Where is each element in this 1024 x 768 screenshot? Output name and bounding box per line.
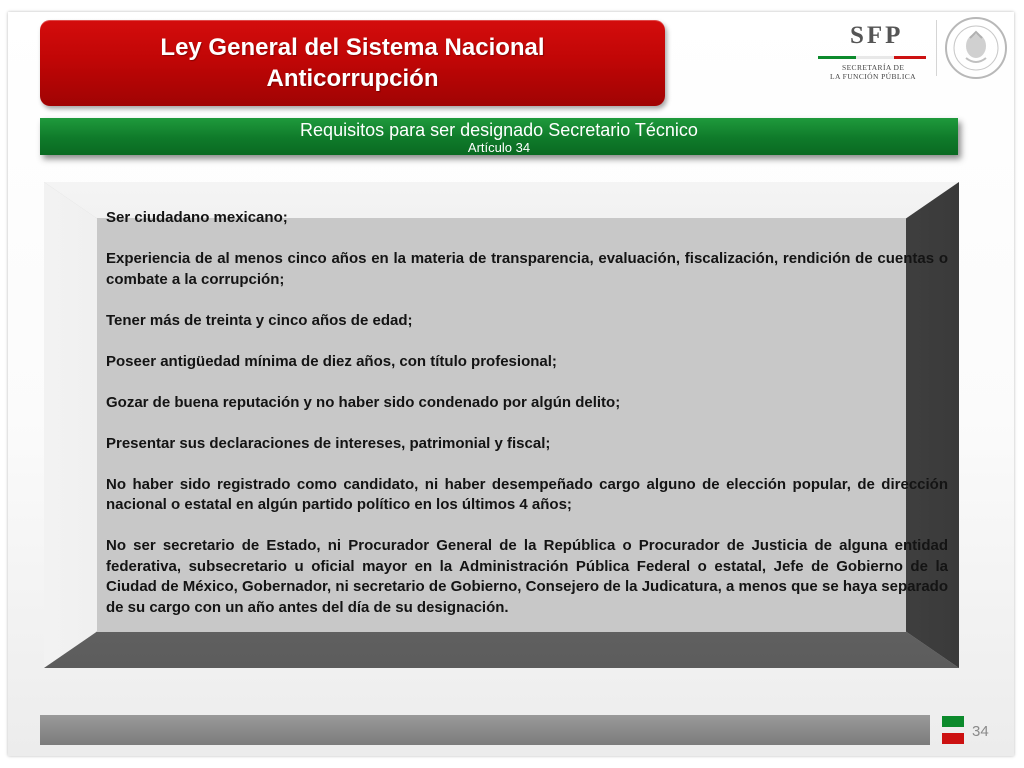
requirement-item: Tener más de treinta y cinco años de edad; bbox=[106, 311, 413, 329]
requirement-item: No ser secretario de Estado, ni Procurador General de la República o Procurador de Justicia de alguna entidad federativa, subsecretario u oficial mayor en la Administración Pública Federal o estatal, Jefe de Gobierno de la Ciudad de México, Gobernador, ni secretario de Gobierno, Consejero de la Judicatura, a menos que se haya separado de su cargo con un año antes del día de su designación. bbox=[106, 537, 948, 616]
page-title-line-2: Anticorrupción bbox=[266, 65, 439, 92]
requirement-item: Poseer antigüedad mínima de diez años, con título profesional; bbox=[106, 352, 557, 370]
sfp-stripe-green bbox=[818, 56, 856, 59]
requirements-list bbox=[106, 208, 948, 639]
footer-bar bbox=[40, 715, 930, 745]
sfp-logo bbox=[812, 18, 1012, 80]
flag-red-block bbox=[942, 733, 964, 744]
requirement-item: No haber sido registrado como candidato, ni haber desempeñado cargo alguno de elección popular, de dirección nacional o estatal en algún partido político en los últimos 4 años; bbox=[106, 475, 948, 513]
requirement-item: Ser ciudadano mexicano; bbox=[106, 209, 288, 226]
sfp-stripe-red bbox=[894, 56, 926, 59]
requirement-item: Experiencia de al menos cinco años en la materia de transparencia, evaluación, fiscalización, rendición de cuentas o combate a la corrupción; bbox=[106, 250, 948, 288]
flag-green-block bbox=[942, 716, 964, 727]
mexico-coat-of-arms-seal-icon bbox=[944, 16, 1008, 80]
page-title-line-1: Ley General del Sistema Nacional bbox=[160, 34, 545, 61]
title-banner bbox=[40, 20, 665, 106]
page-number: 34 bbox=[972, 723, 989, 740]
sfp-acronym: SFP bbox=[850, 22, 904, 49]
sfp-subtitle-1: SECRETARÍA DE bbox=[842, 63, 905, 72]
sfp-subtitle-2: LA FUNCIÓN PÚBLICA bbox=[830, 72, 916, 81]
requirement-item: Gozar de buena reputación y no haber sido condenado por algún delito; bbox=[106, 393, 621, 411]
section-title: Requisitos para ser designado Secretario Técnico bbox=[300, 120, 698, 140]
section-header bbox=[40, 118, 958, 155]
logo-divider bbox=[936, 20, 937, 76]
section-subtitle: Artículo 34 bbox=[467, 140, 531, 155]
sfp-stripe-white bbox=[856, 56, 894, 59]
requirement-item: Presentar sus declaraciones de intereses, patrimonial y fiscal; bbox=[106, 434, 551, 452]
